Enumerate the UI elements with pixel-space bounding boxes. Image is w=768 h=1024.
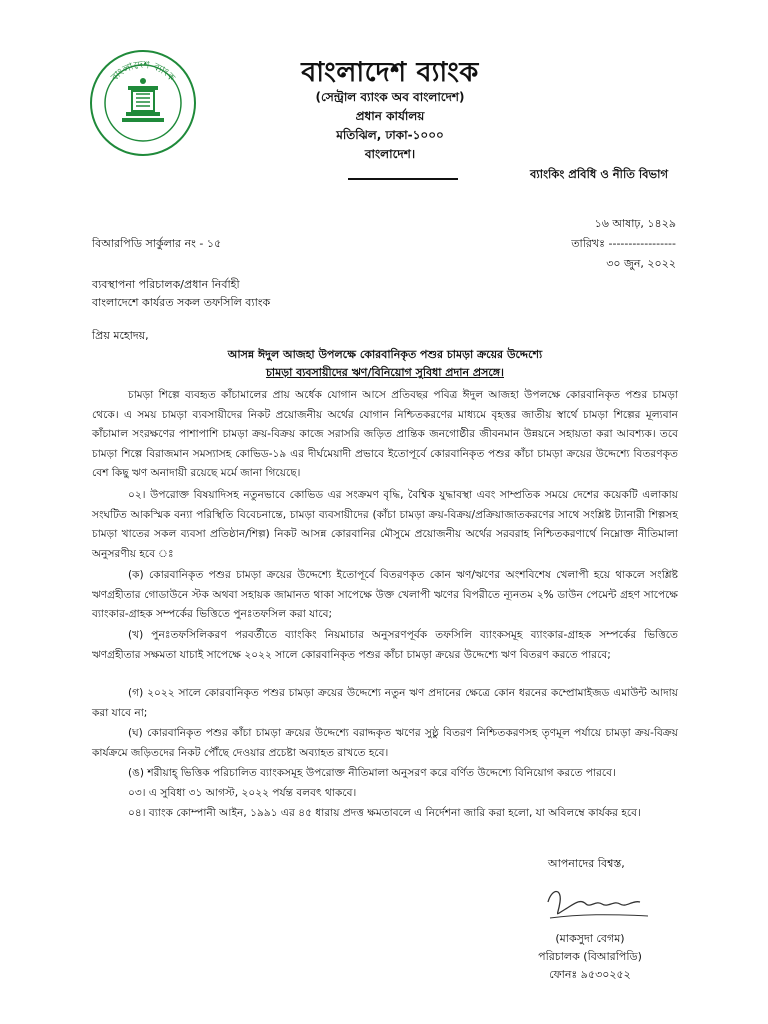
bank-seal-icon [88, 48, 198, 158]
clause-ga: (গ) ২০২২ সালে কোরবানিকৃত পশুর চামড়া ক্রয়ের উদ্দেশ্যে নতুন ঋণ প্রদানের ক্ষেত্রে কোন ধরনের কম্প্রোমাইজড এমাউন্ট আদায় করা যাবে না; [92, 687, 678, 719]
logo-text: বাংলাদেশ ব্যাংক [109, 59, 177, 84]
date-label: তারিখঃ ----------------- [571, 237, 676, 250]
office-name: প্রধান কার্যালয় [355, 109, 425, 123]
signature [540, 880, 660, 930]
clause-gha: (ঘ) কোরবানিকৃত পশুর কাঁচা চামড়া ক্রয়ের উদ্দেশ্যে বরাদ্দকৃত ঋণের সুষ্ঠু বিতরণ নিশ্চিতকরণসহ তৃণমূল পর্যায়ে চামড়া ক্রয়-বিক্রয় কার্যক্রমে জড়িতদের নিকট পৌঁছে দেওয়ার প্রচেষ্টা অব্যাহত রাখতে হবে। [92, 727, 678, 759]
signature-icon [540, 880, 660, 930]
subject-line-1: আসন্ন ঈদুল আজহা উপলক্ষে কোরবানিকৃত পশুর চামড়া ক্রয়ের উদ্দেশ্যে [227, 348, 543, 361]
subject [92, 346, 678, 382]
bank-logo [88, 48, 198, 158]
signatory-name: (মাকসুদা বেগম) [555, 932, 625, 945]
country-name: বাংলাদেশ। [364, 147, 416, 161]
subject-line-2: চামড়া ব্যবসায়ীদের ঋণ/বিনিয়োগ সুবিধা প্রদান প্রসঙ্গে। [265, 366, 504, 379]
recipient-line-2: বাংলাদেশে কার্যরত সকল তফসিলি ব্যাংক [92, 296, 271, 309]
department-name: ব্যাংকিং প্রবিধি ও নীতি বিভাগ [530, 167, 668, 181]
closing-regards: আপনাদের বিশ্বস্ত, [548, 857, 625, 870]
date-english: ৩০ জুন, ২০২২ [606, 257, 676, 270]
paragraph-2: ০২। উপরোক্ত বিষয়াদিসহ নতুনভাবে কোভিড এর সংক্রমণ বৃদ্ধি, বৈশ্বিক যুদ্ধাবস্থা এবং সাম্প্রতিক সময়ে দেশের কয়েকটি এলাকায় সংঘটিত আকস্মিক বন্যা পরিস্থিতি বিবেচনান্তে, চামড়া ব্যবসায়ীদের (কাঁচা চামড়া ক্রয়-বিক্রয়/প্রক্রিয়াজাতকরণের সাথে সংশ্লিষ্ট ট্যানারী শিল্পসহ চামড়া খাতের সকল ব্যবসা প্রতিষ্ঠান/শিল্প) নিকট আসন্ন কোরবানির মৌসুমে প্রয়োজনীয় অর্থের সরবরাহ নিশ্চিতকরণার্থে নিম্নোক্ত নীতিমালা অনুসরণীয় হবে ঃ [92, 489, 678, 560]
paragraph-1: চামড়া শিল্পে ব্যবহৃত কাঁচামালের প্রায় অর্ধেক যোগান আসে প্রতিবছর পবিত্র ঈদুল আজহা উপলক্ষে কোরবানিকৃত পশুর চামড়া থেকে। এ সময় চামড়া ব্যবসায়ীদের নিকট প্রয়োজনীয় অর্থের যোগান নিশ্চিতকরণের মাধ্যমে বৃহত্তর জাতীয় স্বার্থে চামড়া শিল্পের মূল্যবান কাঁচামাল সংরক্ষণের পাশাপাশি চামড়া ক্রয়-বিক্রয় কাজে সরাসরি জড়িত প্রান্তিক জনগোষ্ঠীর জীবনমান উন্নয়নে সহায়তা করা আবশ্যক। তবে চামড়া শিল্পে বিরাজমান সমস্যাসহ কোভিড-১৯ এর দীর্ঘমেয়াদী প্রভাবে ইতোপূর্বে কোরবানিকৃত পশুর কাঁচা চামড়া ক্রয়ের উদ্দেশ্যে বিতরণকৃত বেশ কিছু ঋণ অনাদায়ী রয়েছে মর্মে জানা গিয়েছে। [92, 389, 678, 480]
clause-uma: (ঙ) শরীয়াহ্ ভিত্তিক পরিচালিত ব্যাংকসমূহ উপরোক্ত নীতিমালা অনুসরণ করে বর্ণিত উদ্দেশ্যে বিনিয়োগ করতে পারবে। [128, 767, 616, 779]
date-bangla: ১৬ আষাঢ়, ১৪২৯ [594, 217, 676, 230]
signatory-designation: পরিচালক (বিআরপিডি) [538, 950, 642, 963]
header-divider [348, 178, 458, 180]
paragraph-4: ০৪। ব্যাংক কোম্পানী আইন, ১৯৯১ এর ৪৫ ধারায় প্রদত্ত ক্ষমতাবলে এ নির্দেশনা জারি করা হলো, যা অবিলম্বে কার্যকর হবে। [128, 807, 641, 819]
clause-kha: (খ) পুনঃতফসিলিকরণ পরবর্তীতে ব্যাংকিং নিয়মাচার অনুসরণপূর্বক তফসিলি ব্যাংকসমূহ ব্যাংকার-গ্রাহক সম্পর্কের ভিত্তিতে ঋণগ্রহীতার সক্ষমতা যাচাই সাপেক্ষে ২০২২ সালে কোরবানিকৃত পশুর কাঁচা চামড়া ক্রয়ের উদ্দেশ্যে ঋণ বিতরণ করতে পারবে; [92, 629, 678, 661]
clause-ka: (ক) কোরবানিকৃত পশুর চামড়া ক্রয়ের উদ্দেশ্যে ইতোপূর্বে বিতরণকৃত কোন ঋণ/ঋণের অংশবিশেষ খেলাপী হয়ে থাকলে সংশ্লিষ্ট ঋণগ্রহীতার গোডাউনে স্টক অথবা সহায়ক জামানত থাকা সাপেক্ষে উক্ত খেলাপী ঋণের বিপরীতে ন্যূনতম ২% ডাউন পেমেন্ট গ্রহণ সাপেক্ষে ব্যাংকার-গ্রাহক সম্পর্কের ভিত্তিতে পুনঃতফসিল করা যাবে; [92, 569, 678, 621]
bank-subtitle: (সেন্ট্রাল ব্যাংক অব বাংলাদেশ) [315, 90, 465, 104]
paragraph-3: ০৩। এ সুবিধা ৩১ আগস্ট, ২০২২ পর্যন্ত বলবৎ থাকবে। [128, 787, 357, 799]
salutation: প্রিয় মহোদয়, [92, 329, 149, 342]
bank-name: বাংলাদেশ ব্যাংক [301, 57, 479, 88]
recipient-line-1: ব্যবস্থাপনা পরিচালক/প্রধান নির্বাহী [92, 278, 240, 291]
circular-number: বিআরপিডি সার্কুলার নং - ১৫ [92, 237, 222, 250]
office-address: মতিঝিল, ঢাকা-১০০০ [336, 128, 444, 142]
signatory-phone: ফোনঃ ৯৫৩০২৫২ [549, 968, 631, 981]
